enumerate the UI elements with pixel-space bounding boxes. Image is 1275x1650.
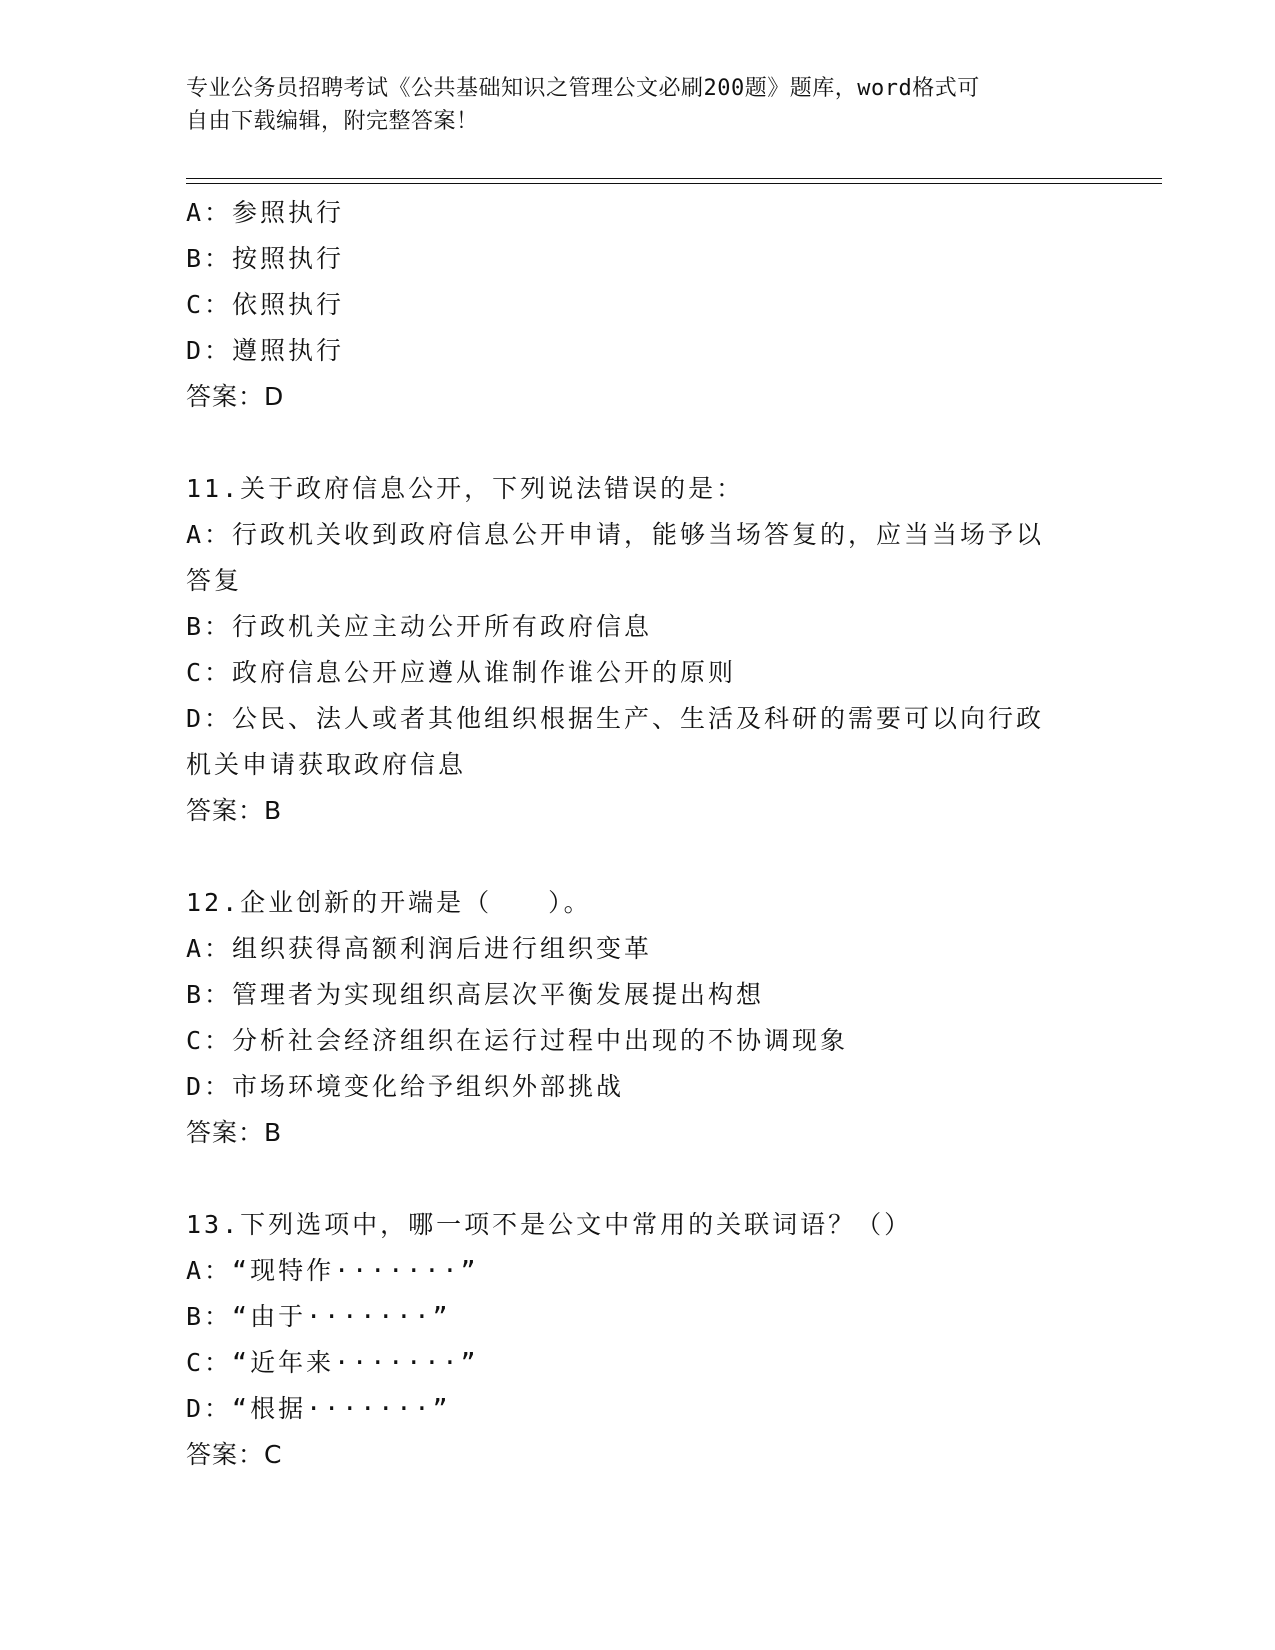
question-11-option-a-line-1: A：行政机关收到政府信息公开申请，能够当场答复的，应当当场予以 <box>186 520 1045 549</box>
question-11-option-b: B：行政机关应主动公开所有政府信息 <box>186 612 653 641</box>
header-divider-bottom <box>186 183 1162 184</box>
question-13-answer: 答案：C <box>186 1440 283 1469</box>
question-11-stem: 11.关于政府信息公开，下列说法错误的是： <box>186 474 745 503</box>
question-11-option-d-line-1: D：公民、法人或者其他组织根据生产、生活及科研的需要可以向行政 <box>186 704 1045 733</box>
question-13-option-a: A：“现特作·······” <box>186 1256 479 1285</box>
question-10-option-d: D：遵照执行 <box>186 336 345 365</box>
question-list <box>186 190 1086 1478</box>
question-12-block <box>186 880 1086 1156</box>
question-12-answer: 答案：B <box>186 1118 283 1147</box>
question-13-option-c: C：“近年来·······” <box>186 1348 479 1377</box>
spacer <box>186 420 1086 466</box>
question-10-answer: 答案：D <box>186 382 285 411</box>
question-12-option-c: C：分析社会经济组织在运行过程中出现的不协调现象 <box>186 1026 849 1055</box>
question-12-stem: 12.企业创新的开端是（ ）。 <box>186 888 592 917</box>
question-13-block <box>186 1202 1086 1478</box>
header-title-line-2: 自由下载编辑，附完整答案！ <box>186 109 479 134</box>
question-11-option-a-line-2: 答复 <box>186 566 243 595</box>
spacer <box>186 834 1086 880</box>
question-12-option-d: D：市场环境变化给予组织外部挑战 <box>186 1072 625 1101</box>
question-11-option-c: C：政府信息公开应遵从谁制作谁公开的原则 <box>186 658 737 687</box>
question-12-option-b: B：管理者为实现组织高层次平衡发展提出构想 <box>186 980 765 1009</box>
question-11-option-d-line-2: 机关申请获取政府信息 <box>186 750 467 779</box>
question-13-option-d: D：“根据·······” <box>186 1394 451 1423</box>
question-10-option-c: C：依照执行 <box>186 290 345 319</box>
question-10-block <box>186 190 1086 420</box>
question-11-block <box>186 466 1086 834</box>
document-header <box>186 72 1086 138</box>
question-12-option-a: A：组织获得高额利润后进行组织变革 <box>186 934 653 963</box>
question-13-stem: 13.下列选项中，哪一项不是公文中常用的关联词语？（） <box>186 1210 913 1239</box>
header-divider-top <box>186 178 1162 179</box>
question-11-answer: 答案：B <box>186 796 283 825</box>
header-title-line-1: 专业公务员招聘考试《公共基础知识之管理公文必刷200题》题库，word格式可 <box>186 76 980 101</box>
spacer <box>186 1156 1086 1202</box>
question-10-option-b: B：按照执行 <box>186 244 345 273</box>
question-13-option-b: B：“由于·······” <box>186 1302 451 1331</box>
question-10-option-a: A：参照执行 <box>186 198 345 227</box>
